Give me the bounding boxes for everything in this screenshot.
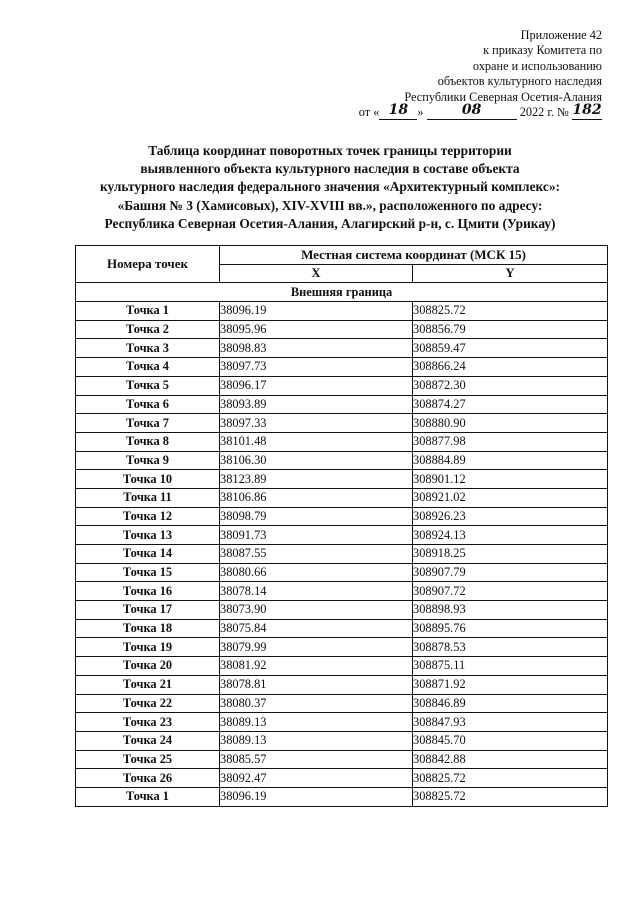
point-name-cell: Точка 17 (76, 601, 220, 620)
title-line: «Башня № 3 (Хамисовых), XIV-XVIII вв.», расположенного по адресу: (117, 197, 543, 213)
document-title (60, 142, 600, 233)
x-coordinate-cell: 38089.13 (220, 731, 413, 750)
x-coordinate-cell: 38075.84 (220, 619, 413, 638)
table-row (76, 451, 608, 470)
table-row (76, 769, 608, 788)
point-name-cell: Точка 20 (76, 657, 220, 676)
coordinates-table-body (76, 302, 608, 807)
table-row (76, 432, 608, 451)
appendix-order-ref: к приказу Комитета по (483, 43, 602, 58)
x-coordinate-cell: 38101.48 (220, 432, 413, 451)
table-row (76, 470, 608, 489)
point-name-cell: Точка 3 (76, 339, 220, 358)
title-line: Республика Северная Осетия-Алания, Алагирский р-н, с. Цмити (Урикау) (104, 215, 556, 231)
appendix-committee-line: охране и использованию (472, 58, 602, 73)
y-coordinate-cell: 308874.27 (413, 395, 608, 414)
y-coordinate-cell: 308898.93 (413, 601, 608, 620)
x-coordinate-cell: 38095.96 (220, 320, 413, 339)
x-coordinate-cell: 38091.73 (220, 526, 413, 545)
point-name-cell: Точка 22 (76, 694, 220, 713)
y-coordinate-cell: 308884.89 (413, 451, 608, 470)
appendix-heritage-line: объектов культурного наследия (437, 74, 602, 89)
point-name-cell: Точка 24 (76, 731, 220, 750)
table-row (76, 638, 608, 657)
date-month-field (427, 102, 517, 120)
y-coordinate-cell: 308871.92 (413, 675, 608, 694)
point-name-cell: Точка 13 (76, 526, 220, 545)
point-name-cell: Точка 16 (76, 582, 220, 601)
y-coordinate-cell: 308880.90 (413, 414, 608, 433)
title-line: выявленного объекта культурного наследия в составе объекта (140, 161, 520, 177)
table-row (76, 507, 608, 526)
order-date-line (342, 102, 602, 120)
point-name-cell: Точка 23 (76, 713, 220, 732)
x-coordinate-cell: 38096.19 (220, 787, 413, 806)
x-coordinate-cell: 38079.99 (220, 638, 413, 657)
point-name-cell: Точка 1 (76, 302, 220, 321)
y-coordinate-cell: 308846.89 (413, 694, 608, 713)
date-prefix: от « (358, 105, 380, 120)
table-row (76, 582, 608, 601)
y-coordinate-cell: 308866.24 (413, 358, 608, 377)
x-coordinate-cell: 38097.33 (220, 414, 413, 433)
y-coordinate-cell: 308825.72 (413, 787, 608, 806)
table-row (76, 601, 608, 620)
order-number: 182 (572, 102, 602, 119)
table-row (76, 395, 608, 414)
table-row (76, 563, 608, 582)
y-coordinate-cell: 308842.88 (413, 750, 608, 769)
table-row (76, 787, 608, 806)
point-name-cell: Точка 2 (76, 320, 220, 339)
x-coordinate-cell: 38085.57 (220, 750, 413, 769)
y-coordinate-cell: 308918.25 (413, 545, 608, 564)
point-name-cell: Точка 7 (76, 414, 220, 433)
table-row (76, 619, 608, 638)
section-header-outer-boundary: Внешняя граница (76, 283, 608, 302)
x-coordinate-cell: 38078.81 (220, 675, 413, 694)
x-coordinate-cell: 38089.13 (220, 713, 413, 732)
title-line: Таблица координат поворотных точек границы территории (148, 143, 512, 158)
point-name-cell: Точка 18 (76, 619, 220, 638)
point-name-cell: Точка 4 (76, 358, 220, 377)
point-name-cell: Точка 5 (76, 376, 220, 395)
table-row (76, 414, 608, 433)
table-row (76, 545, 608, 564)
y-coordinate-cell: 308856.79 (413, 320, 608, 339)
y-coordinate-cell: 308845.70 (413, 731, 608, 750)
y-coordinate-cell: 308926.23 (413, 507, 608, 526)
table-row (76, 320, 608, 339)
y-coordinate-cell: 308921.02 (413, 488, 608, 507)
coordinate-system-header: Местная система координат (МСК 15) (220, 246, 608, 265)
table-row (76, 376, 608, 395)
y-coordinate-cell: 308877.98 (413, 432, 608, 451)
table-row (76, 750, 608, 769)
x-coordinate-cell: 38080.37 (220, 694, 413, 713)
table-row (76, 731, 608, 750)
point-name-cell: Точка 8 (76, 432, 220, 451)
point-name-cell: Точка 26 (76, 769, 220, 788)
x-coordinate-cell: 38096.19 (220, 302, 413, 321)
x-coordinate-cell: 38078.14 (220, 582, 413, 601)
y-coordinate-cell: 308875.11 (413, 657, 608, 676)
y-coordinate-cell: 308901.12 (413, 470, 608, 489)
table-row (76, 675, 608, 694)
x-coordinate-cell: 38123.89 (220, 470, 413, 489)
date-month: 08 (461, 102, 482, 119)
title-line: культурного наследия федерального значения «Архитектурный комплекс»: (100, 179, 560, 195)
x-coordinate-cell: 38092.47 (220, 769, 413, 788)
table-row (76, 526, 608, 545)
x-coordinate-cell: 38073.90 (220, 601, 413, 620)
point-name-cell: Точка 21 (76, 675, 220, 694)
table-row (76, 302, 608, 321)
point-name-cell: Точка 14 (76, 545, 220, 564)
coordinates-table (75, 245, 608, 807)
y-column-header: Y (413, 264, 608, 283)
point-name-cell: Точка 19 (76, 638, 220, 657)
y-coordinate-cell: 308907.79 (413, 563, 608, 582)
y-coordinate-cell: 308878.53 (413, 638, 608, 657)
points-column-header: Номера точек (76, 246, 220, 283)
y-coordinate-cell: 308847.93 (413, 713, 608, 732)
x-coordinate-cell: 38080.66 (220, 563, 413, 582)
point-name-cell: Точка 10 (76, 470, 220, 489)
table-row (76, 488, 608, 507)
table-row (76, 339, 608, 358)
y-coordinate-cell: 308825.72 (413, 302, 608, 321)
date-day-field (379, 102, 417, 120)
x-column-header: X (220, 264, 413, 283)
y-coordinate-cell: 308924.13 (413, 526, 608, 545)
x-coordinate-cell: 38096.17 (220, 376, 413, 395)
date-year: 2022 г. № (519, 105, 569, 120)
x-coordinate-cell: 38081.92 (220, 657, 413, 676)
y-coordinate-cell: 308907.72 (413, 582, 608, 601)
table-row (76, 657, 608, 676)
x-coordinate-cell: 38106.86 (220, 488, 413, 507)
x-coordinate-cell: 38098.83 (220, 339, 413, 358)
x-coordinate-cell: 38106.30 (220, 451, 413, 470)
table-row (76, 694, 608, 713)
point-name-cell: Точка 11 (76, 488, 220, 507)
order-number-field (572, 102, 602, 120)
x-coordinate-cell: 38097.73 (220, 358, 413, 377)
date-mid: » (417, 105, 424, 120)
y-coordinate-cell: 308859.47 (413, 339, 608, 358)
appendix-number: Приложение 42 (520, 28, 602, 42)
y-coordinate-cell: 308895.76 (413, 619, 608, 638)
point-name-cell: Точка 12 (76, 507, 220, 526)
point-name-cell: Точка 15 (76, 563, 220, 582)
x-coordinate-cell: 38093.89 (220, 395, 413, 414)
table-row (76, 358, 608, 377)
y-coordinate-cell: 308825.72 (413, 769, 608, 788)
table-row (76, 713, 608, 732)
point-name-cell: Точка 1 (76, 787, 220, 806)
point-name-cell: Точка 6 (76, 395, 220, 414)
appendix-republic-line: Республики Северная Осетия-Алания (404, 89, 602, 104)
point-name-cell: Точка 25 (76, 750, 220, 769)
y-coordinate-cell: 308872.30 (413, 376, 608, 395)
appendix-header (342, 28, 602, 120)
date-day: 18 (388, 102, 409, 119)
x-coordinate-cell: 38098.79 (220, 507, 413, 526)
point-name-cell: Точка 9 (76, 451, 220, 470)
x-coordinate-cell: 38087.55 (220, 545, 413, 564)
